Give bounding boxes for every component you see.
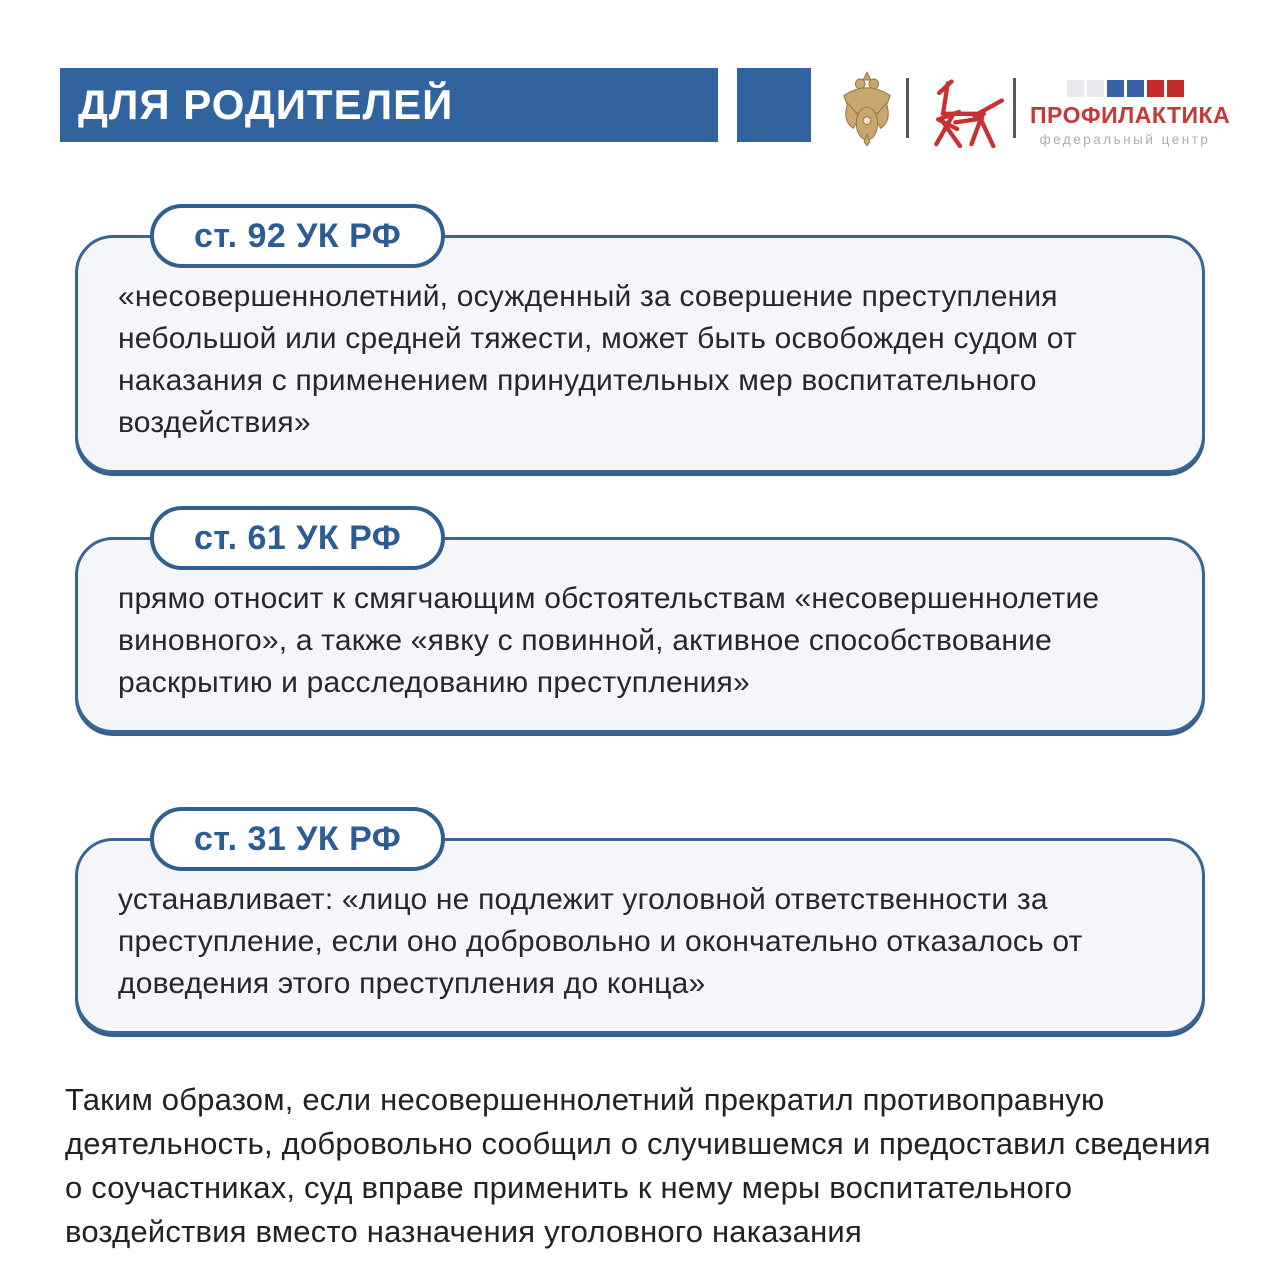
header-accent-square xyxy=(737,68,811,142)
profilaktika-logo xyxy=(1030,80,1231,147)
page-title-bar xyxy=(60,68,718,142)
law-badge: ст. 31 УК РФ xyxy=(150,807,445,871)
law-card-text: прямо относит к смягчающим обстоятельствам «несовершеннолетие виновного», а также «явку с повинной, активное способствование раскрытию и расследованию преступления» xyxy=(118,582,1100,699)
law-card-st31 xyxy=(75,820,1205,1034)
law-card-st61 xyxy=(75,519,1205,733)
law-card-st92 xyxy=(75,217,1205,473)
mvd-eagle-icon xyxy=(838,70,896,148)
page-title: ДЛЯ РОДИТЕЛЕЙ xyxy=(78,81,454,128)
red-horse-icon xyxy=(918,72,1006,148)
divider-line xyxy=(1013,78,1016,138)
law-card-text: устанавливает: «лицо не подлежит уголовной ответственности за преступление, если оно добровольно и окончательно отказалось от доведения этого преступления до конца» xyxy=(118,883,1083,1000)
law-card-text: «несовершеннолетний, осужденный за совершение преступления небольшой или средней тяжести, может быть освобожден судом от наказания с применением принудительных мер воспитательного воздействия» xyxy=(118,280,1077,439)
profilaktika-title: ПРОФИЛАКТИКА xyxy=(1030,102,1231,128)
law-badge: ст. 92 УК РФ xyxy=(150,204,445,268)
profilaktika-subtitle: федеральный центр xyxy=(1039,132,1211,147)
summary-paragraph: Таким образом, если несовершеннолетний прекратил противоправную деятельность, добровольно сообщил о случившемся и предоставил сведения о соучастниках, суд вправе применить к нему меры воспитательного воздействия вместо назначения уголовного наказания xyxy=(65,1082,1211,1249)
divider-line xyxy=(906,78,909,138)
profilaktika-squares-icon xyxy=(1030,80,1220,97)
law-badge: ст. 61 УК РФ xyxy=(150,506,445,570)
